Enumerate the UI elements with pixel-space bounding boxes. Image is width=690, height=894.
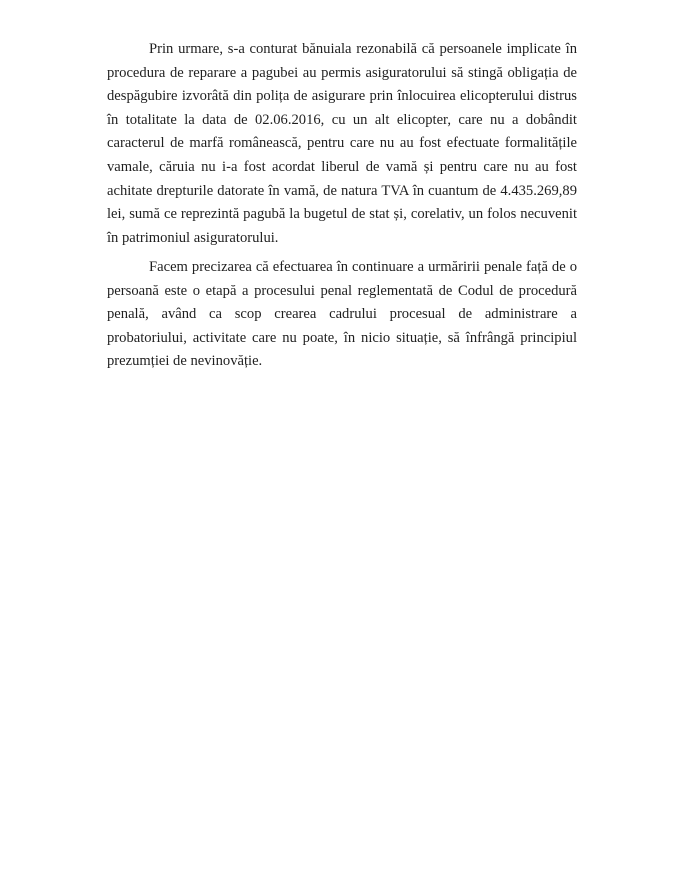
paragraph-reasonable-suspicion: Prin urmare, s-a conturat bănuiala rezonabilă că persoanele implicate în procedura de reparare a pagubei au permis asiguratorului să stingă obligația de despăgubire izvorâtă din polița de asigurare prin înlocuirea elicopterului distrus în totalitate la data de 02.06.2016, cu un alt elicopter, care nu a dobândit caracterul de marfă românească, pentru care nu au fost efectuate formalitățile vamale, căruia nu i-a fost acordat liberul de vamă și pentru care nu au fost achitate drepturile datorate în vamă, de natura TVA în cuantum de 4.435.269,89 lei, sumă ce reprezintă pagubă la bugetul de stat și, corelativ, un folos necuvenit în patrimoniul asiguratorului. [107, 41, 577, 246]
paragraph-presumption-of-innocence: Facem precizarea că efectuarea în continuare a urmăririi penale față de o persoană este o etapă a procesului penal reglementată de Codul de procedură penală, având ca scop crearea cadrului procesual de administrare a probatoriului, activitate care nu poate, în nicio situație, să înfrângă principiul prezumției de nevinovăție. [107, 259, 577, 370]
